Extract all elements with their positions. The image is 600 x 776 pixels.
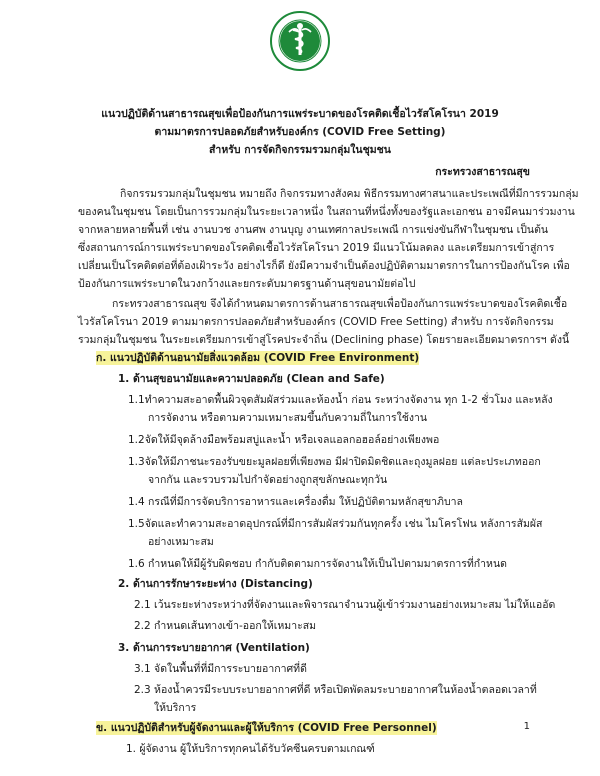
document-scope: สำหรับ การจัดกิจกรรมรวมกลุ่มในชุมชน xyxy=(209,144,391,156)
intro-line: ซึ่งสถานการณ์การแพร่ระบาดของโรคติดเชื้อไวรัสโคโรนา 2019 มีแนวโน้มลดลง และเตรียมการเข้าสู่การ xyxy=(78,242,555,254)
list-item: 1. ผู้จัดงาน ผู้ให้บริการทุกคนได้รับวัคซีนครบตามเกณฑ์ xyxy=(126,743,375,755)
list-item: 1.2จัดให้มีจุดล้างมือพร้อมสบู่และน้ำ หรือเจลแอลกอฮอล์อย่างเพียงพอ xyxy=(128,434,440,446)
intro-line: รวมกลุ่มในชุมชน ในระยะเตรียมการเข้าสู่โรคประจำถิ่น (Declining phase) โดยรายละเอียดมาตรการฯ ดังนี้ xyxy=(78,334,570,346)
section-a-heading: ก. แนวปฏิบัติด้านอนามัยสิ่งแวดล้อม (COVID Free Environment) xyxy=(96,352,420,364)
issuing-ministry: กระทรวงสาธารณสุข xyxy=(435,166,530,178)
list-item: 1.1ทำความสะอาดพื้นผิวจุดสัมผัสร่วมและห้องน้ำ ก่อน ระหว่างจัดงาน ทุก 1-2 ชั่วโมง และหลัง xyxy=(128,394,553,406)
list-item: 1.3จัดให้มีภาชนะรองรับขยะมูลฝอยที่เพียงพอ มีฝาปิดมิดชิดและถุงมูลฝอย แต่ละประเภทออก xyxy=(128,456,541,468)
intro-line: กระทรวงสาธารณสุข จึงได้กำหนดมาตรการด้านสาธารณสุขเพื่อป้องกันการแพร่ระบาดของโรคติดเชื้อ xyxy=(112,298,568,310)
intro-line: กิจกรรมรวมกลุ่มในชุมชน หมายถึง กิจกรรมทางสังคม พิธีกรรมทางศาสนาและประเพณีที่มีการรวมกลุ่ม xyxy=(120,188,579,200)
list-item: การจัดงาน หรือตามความเหมาะสมขึ้นกับความถี่ในการใช้งาน xyxy=(148,412,428,424)
intro-line: ของคนในชุมชน โดยเป็นการรวมกลุ่มในระยะเวลาหนึ่ง ในสถานที่หนึ่งทั้งของรัฐและเอกชน อาจมีคนมาร่วมงาน xyxy=(78,206,575,218)
intro-line: จากหลายหลายพื้นที่ เช่น งานบวช งานศพ งานบุญ งานเทศกาลประเพณี การแข่งขันกีฬาในชุมชน เป็นต้น xyxy=(78,224,549,236)
list-item: 1.5จัดและทำความสะอาดอุปกรณ์ที่มีการสัมผัสร่วมกันทุกครั้ง เช่น ไมโครโฟน หลังการสัมผัส xyxy=(128,518,543,530)
list-item: 2.2 กำหนดเส้นทางเข้า-ออกให้เหมาะสม xyxy=(134,620,317,632)
list-item: อย่างเหมาะสม xyxy=(148,536,214,548)
list-item: 2.3 ห้องน้ำควรมีระบบระบายอากาศที่ดี หรือเปิดพัดลมระบายอากาศในห้องน้ำตลอดเวลาที่ xyxy=(134,684,537,696)
section-a2-heading: 2. ด้านการรักษาระยะห่าง (Distancing) xyxy=(118,578,313,590)
document-subtitle: ตามมาตรการปลอดภัยสำหรับองค์กร (COVID Free Setting) xyxy=(154,126,446,138)
intro-line: ป้องกันการแพร่ระบาดในวงกว้างและยกระดับมาตรฐานด้านสุขอนามัยต่อไป xyxy=(78,278,416,290)
list-item: 3.1 จัดในพื้นที่ที่มีการระบายอากาศที่ดี xyxy=(134,663,307,675)
intro-line: เปลี่ยนเป็นโรคติดต่อที่ต้องเฝ้าระวัง อย่างไรก็ดี ยังมีความจำเป็นต้องปฏิบัติตามมาตรการในการป้องกันโรค เพื่อ xyxy=(78,260,570,272)
page-number: 1 xyxy=(523,721,530,732)
list-item: ให้บริการ xyxy=(154,702,197,714)
section-a3-heading: 3. ด้านการระบายอากาศ (Ventilation) xyxy=(118,642,310,654)
list-item: จากกัน และรวบรวมไปกำจัดอย่างถูกสุขลักษณะทุกวัน xyxy=(148,474,388,486)
intro-line: ไวรัสโคโรนา 2019 ตามมาตรการปลอดภัยสำหรับองค์กร (COVID Free Setting) สำหรับ การจัดกิจกรรม xyxy=(78,316,554,328)
ministry-of-public-health-logo xyxy=(269,10,331,72)
list-item: 1.4 กรณีที่มีการจัดบริการอาหารและเครื่องดื่ม ให้ปฏิบัติตามหลักสุขาภิบาล xyxy=(128,496,463,508)
section-b-heading: ข. แนวปฏิบัติสำหรับผู้จัดงานและผู้ให้บริการ (COVID Free Personnel) xyxy=(96,722,437,734)
list-item: 1.6 กำหนดให้มีผู้รับผิดชอบ กำกับติดตามการจัดงานให้เป็นไปตามมาตรการที่กำหนด xyxy=(128,558,507,570)
list-item: 2.1 เว้นระยะห่างระหว่างที่จัดงานและพิจารณาจำนวนผู้เข้าร่วมงานอย่างเหมาะสม ไม่ให้แออัด xyxy=(134,599,556,611)
document-title: แนวปฏิบัติด้านสาธารณสุขเพื่อป้องกันการแพร่ระบาดของโรคติดเชื้อไวรัสโคโรนา 2019 xyxy=(101,108,499,120)
section-a1-heading: 1. ด้านสุขอนามัยและความปลอดภัย (Clean and Safe) xyxy=(118,373,385,385)
